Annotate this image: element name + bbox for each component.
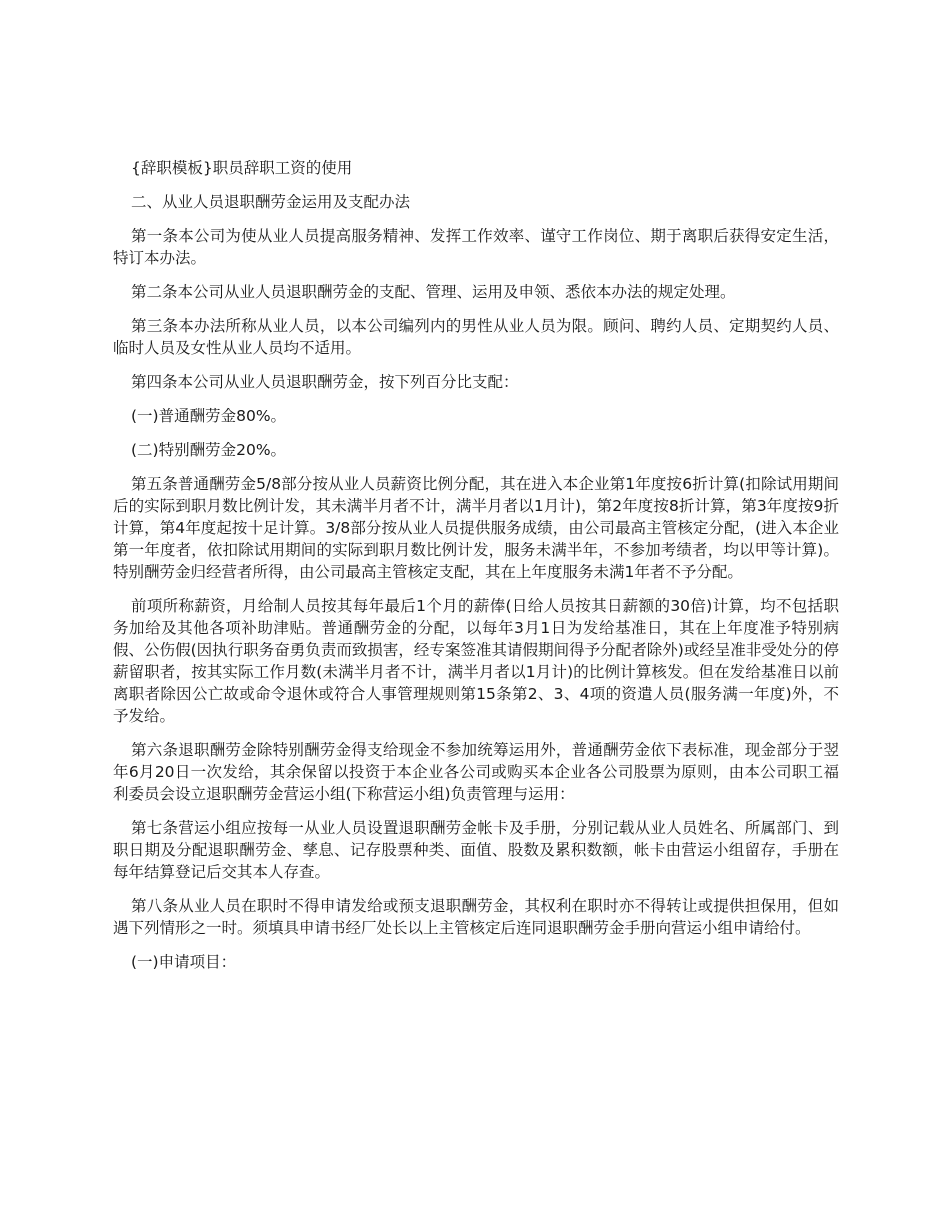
article-2: 第二条本公司从业人员退职酬劳金的支配、管理、运用及申领、悉依本办法的规定处理。 — [131, 283, 736, 301]
document-page — [113, 157, 839, 985]
section-heading: 二、从业人员退职酬劳金运用及支配办法 — [131, 193, 411, 211]
article-5-note: 前项所称薪资，月给制人员按其每年最后1个月的薪俸(日给人员按其日薪额的30倍)计算，均不包括职务加给及其他各项补助津贴。普通酬劳金的分配，以每年3月1日为发给基准日，其在上年度准予特别病假、公伤假(因执行职务奋勇负责而致损害，经专案签准其请假期间得予分配者除外)或经呈准非受处分的停薪留职者，按其实际工作月数(未满半月者不计，满半月者以1月计)的比例计算核发。但在发给基准日以前离职者除因公亡故或命令退休或符合人事管理规则第15条第2、3、4项的资遣人员(服务满一年度)外，不予发给。 — [113, 597, 839, 725]
article-4-item-1: (一)普通酬劳金80%。 — [131, 407, 287, 425]
article-4-item-2: (二)特别酬劳金20%。 — [131, 441, 287, 459]
article-8-item-1: (一)申请项目： — [131, 953, 237, 971]
article-4: 第四条本公司从业人员退职酬劳金，按下列百分比支配： — [131, 373, 519, 391]
article-7: 第七条营运小组应按每一从业人员设置退职酬劳金帐卡及手册，分别记载从业人员姓名、所属部门、到职日期及分配退职酬劳金、孳息、记存股票种类、面值、股数及累积数额，帐卡由营运小组留存，手册在每年结算登记后交其本人存查。 — [113, 819, 839, 881]
article-5: 第五条普通酬劳金5/8部分按从业人员薪资比例分配，其在进入本企业第1年度按6折计算(扣除试用期间后的实际到职月数比例计发，其未满半月者不计，满半月者以1月计)，第2年度按8折计算，第3年度按9折计算，第4年度起按十足计算。3/8部分按从业人员提供服务成绩，由公司最高主管核定分配，(进入本企业第一年度者，依扣除试用期间的实际到职月数比例计发，服务未满半年，不参加考绩者，均以甲等计算)。特别酬劳金归经营者所得，由公司最高主管核定支配，其在上年度服务未满1年者不予分配。 — [113, 475, 840, 581]
article-1: 第一条本公司为使从业人员提高服务精神、发挥工作效率、谨守工作岗位、期于离职后获得安定生活，特订本办法。 — [113, 227, 839, 267]
article-3: 第三条本办法所称从业人员，以本公司编列内的男性从业人员为限。顾问、聘约人员、定期契约人员、临时人员及女性从业人员均不适用。 — [113, 317, 839, 357]
article-8: 第八条从业人员在职时不得申请发给或预支退职酬劳金，其权利在职时亦不得转让或提供担保用，但如遇下列情形之一时。须填具申请书经厂处长以上主管核定后连同退职酬劳金手册向营运小组申请给付。 — [113, 897, 839, 937]
document-title: {辞职模板}职员辞职工资的使用 — [131, 159, 353, 177]
article-6: 第六条退职酬劳金除特别酬劳金得支给现金不参加统筹运用外，普通酬劳金依下表标准，现金部分于翌年6月20日一次发给，其余保留以投资于本企业各公司或购买本企业各公司股票为原则，由本公司职工福利委员会设立退职酬劳金营运小组(下称营运小组)负责管理与运用： — [113, 741, 839, 803]
